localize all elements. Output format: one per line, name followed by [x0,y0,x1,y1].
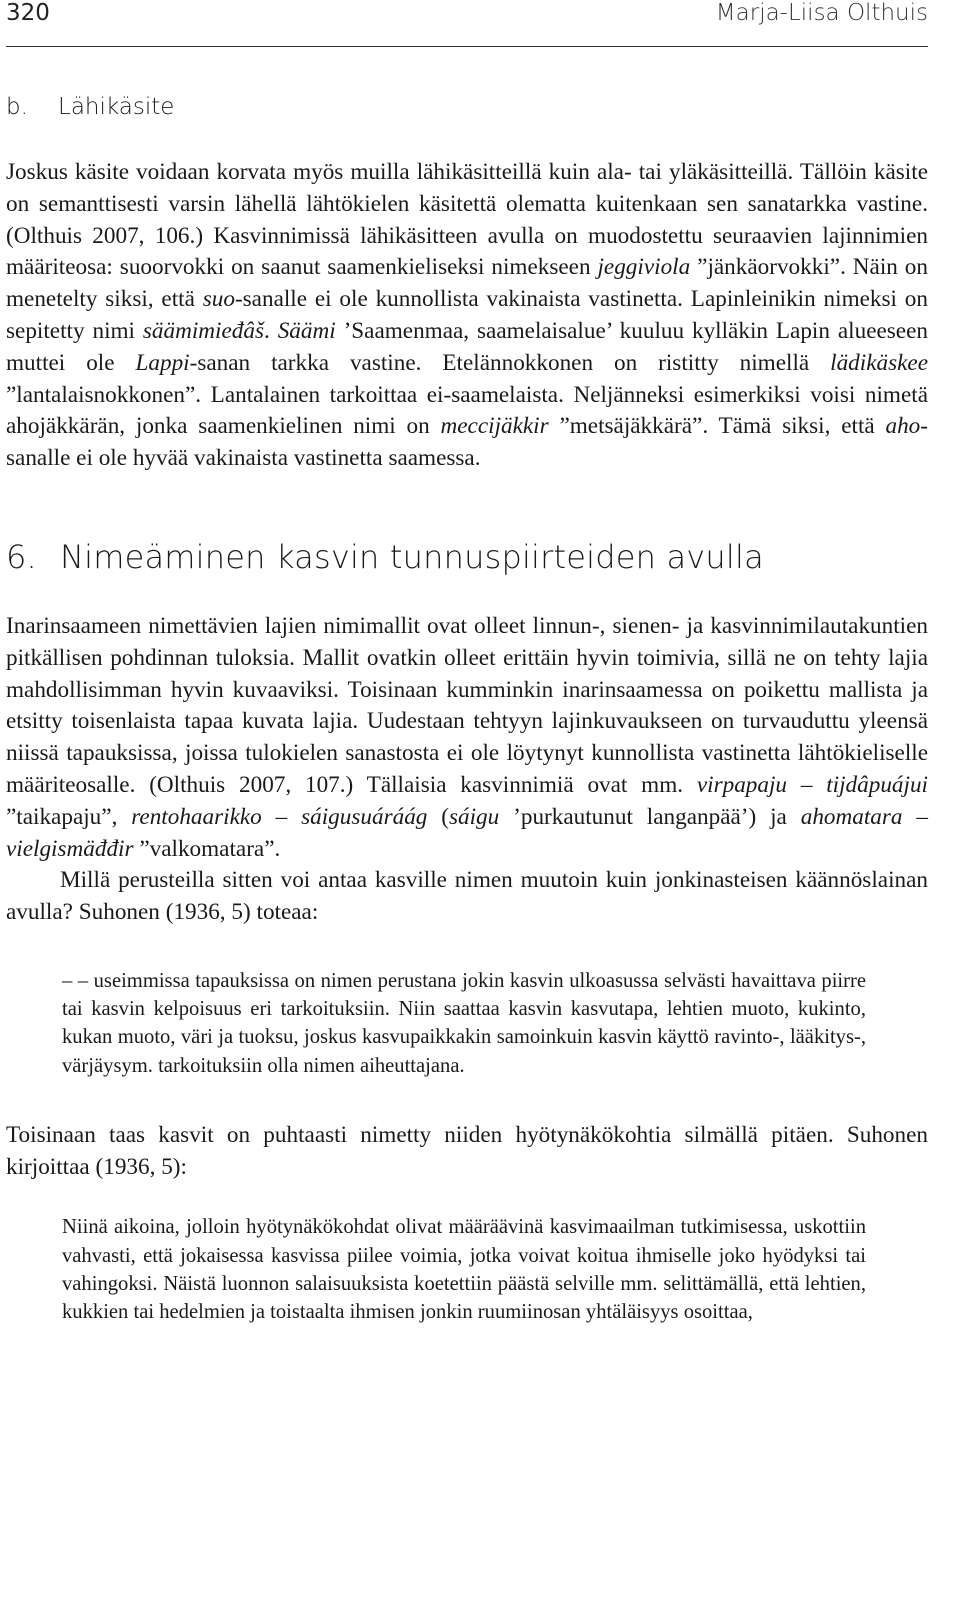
italic-term: säämimieđâš [142,317,264,344]
italic-term: jeggiviola [597,254,691,281]
text-run: ”lantalaisnokkonen”. Lantalainen tarkoittaa ei-saamelaista. Neljänneksi esimerkiksi voisi nimetä ahojäkkärän, jonka saamenkielinen nimi on [6,381,928,440]
text-run: ( [427,803,449,830]
paragraph-hyotynakokohdat: Toisinaan taas kasvit on puhtaasti nimetty niiden hyötynäkökohtia silmällä pitäen. Suhonen kirjoittaa (1936, 5): [6,1121,928,1180]
block-quote-suhonen-2: Niinä aikoina, jolloin hyötynäkökohdat olivat määräävinä kasvimaailman tutkimisessa, uskottiin vahvasti, että jokaisessa kasvissa piilee voimia, jotka voivat koitua ihmiselle joko hyödyksi tai vahingoksi. Näistä luonnon salaisuuksista koetettiin päästä selville mm. selittämällä, että lehtien, kukkien tai hedelmien ja toistaalta ihmisen jonkin ruumiinosan yhtäläisyys osoittaa, [62,1216,866,1323]
text-run: ”valkomatara”. [133,835,281,862]
page-header [6,0,928,34]
text-run: ’Saamenmaa, saamelaisalue’ kuuluu kylläkin Lapin alueeseen muttei ole [6,317,928,376]
page-number: 320 [6,0,50,26]
text-run: -sanan tarkka vastine. Etelännokkonen on ristitty nimellä [189,349,831,376]
section-heading [6,537,928,577]
subsection-heading [6,91,928,123]
italic-term: suo [202,286,235,313]
text-run: ’purkautunut langanpää’) ja [499,803,801,830]
italic-term: rentohaarikko – sáigusuáráág [131,803,428,830]
block-quote-suhonen-1: – – useimmissa tapauksissa on nimen perustana jokin kasvin ulkoasussa selvästi havaittava piirre tai kasvin kelpoisuus eri tarkoituksiin. Niin saattaa kasvin kasvutapa, lehtien muoto, kukinto, kukan muoto, väri ja tuoksu, joskus kasvupaikkakin samoinkuin kasvin käyttö ravinto-, lääkitys-, värjäysym. tarkoituksiin olla nimen aiheuttajana. [62,969,866,1077]
text-run: ”jänkäorvokki”. Näin on menetelty siksi, että [6,254,928,313]
italic-term: Lappi [135,349,190,376]
text-run: -sanalle ei ole kunnollista vakinaista vastinetta. Lapinleinikin nimeksi on sepitetty nimi [6,286,928,344]
text-run: . [263,317,278,344]
italic-term: lädikäskee [830,349,928,376]
header-rule [6,46,928,47]
paragraph-perusteet: Millä perusteilla sitten voi antaa kasville nimen muutoin kuin jonkinasteisen käännöslainan avulla? Suhonen (1936, 5) toteaa: [6,867,928,926]
italic-term: virpapaju – tijdâpuájui [696,771,928,798]
italic-term: meccijäkkir [440,413,549,440]
italic-term: aho [885,413,921,440]
running-head-author: Marja-Liisa Olthuis [715,0,928,26]
section-number: 6. [6,537,37,576]
italic-term: Säämi [277,317,336,344]
text-run: Inarinsaameen nimettävien lajien nimimallit ovat olleet linnun-, sienen- ja kasvinnimilautakuntien pitkällisen pohdinnan tuloksia. Mallit ovatkin olleet erittäin hyvin toimivia, sillä ne on tehty lajia mahdollisimman hyvin kuvaaviksi. Toisinaan kumminkin inarinsaamessa on poikettu mallista ja etsitty toisenlaista tapaa kuvata lajia. Uudestaan tehtyyn lajinkuvaukseen on turvauduttu yleensä niissä tapauksissa, joissa tulokielen sanastosta ei ole löytynyt kunnollista vastinetta lähtökieliselle määriteosalle. (Olthuis 2007, 107.) Tällaisia kasvinnimiä ovat mm. [6,612,928,798]
italic-term: ahomatara – vielgismäđđir [6,803,928,862]
text-run: ”metsäjäkkärä”. Tämä siksi, että [548,413,886,440]
paragraph-lahikasite [6,157,928,475]
subsection-title: Lähikäsite [58,94,175,120]
paragraph-nimimallit [6,611,928,865]
text-run: Joskus käsite voidaan korvata myös muilla lähikäsitteillä kuin ala- tai yläkäsitteillä. Tällöin käsite on semanttisesti varsin lähellä lähtökielen käsitettä olematta kuitenkaan sen sanatarkka vastine. (Olthuis 2007, 106.) Kasvinnimissä lähikäsitteen avulla on muodostettu seuraavien lajinnimien määriteosa: suoorvokki on saanut saamenkieliseksi nimekseen [6,159,928,281]
section-title: Nimeäminen kasvin tunnuspiirteiden avulla [60,537,764,576]
text-run: -sanalle ei ole hyvää vakinaista vastinetta saamessa. [6,413,928,472]
text-run: ”taikapaju”, [6,803,132,830]
italic-term: sáigu [449,803,500,830]
subsection-number: b. [6,94,28,120]
